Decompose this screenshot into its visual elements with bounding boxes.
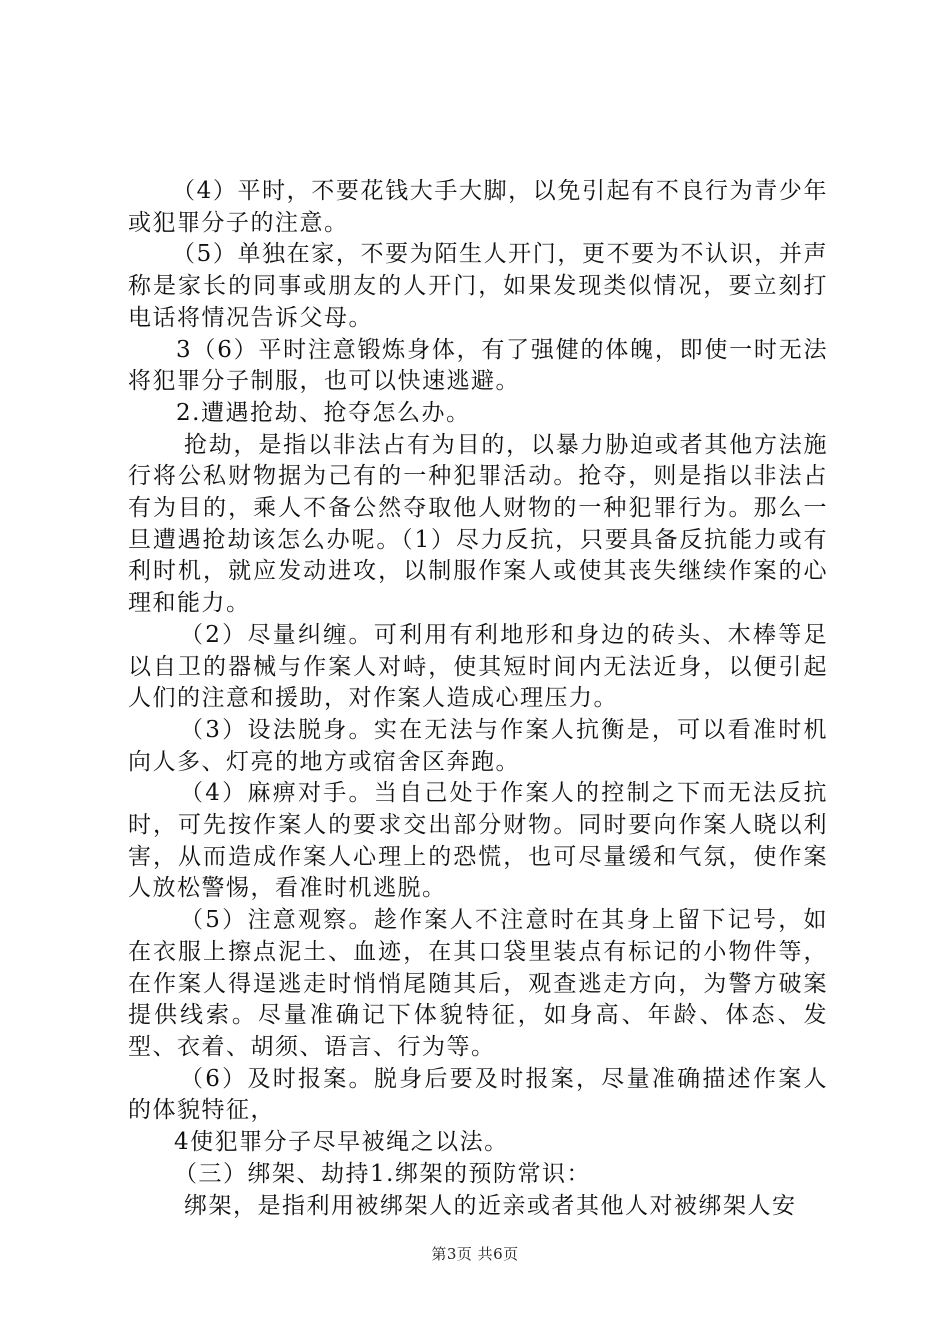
paragraph-robbery-step-6: （6）及时报案。脱身后要及时报案，尽量准确描述作案人的体貌特征， [128,1065,828,1124]
paragraph-precaution-5: （5）单独在家，不要为陌生人开门，更不要为不认识，并声称是家长的同事或朋友的人开门，如果发现类似情况，要立刻打电话将情况告诉父母。 [128,241,828,331]
paragraph-robbery-definition: 抢劫，是指以非法占有为目的，以暴力胁迫或者其他方法施行将公私财物据为己有的一种犯罪活动。抢夺，则是指以非法占有为目的，乘人不备公然夺取他人财物的一种犯罪行为。那么一旦遭遇抢劫该怎么办呢。（1）尽力反抗，只要具备反抗能力或有利时机，就应发动进攻，以制服作案人或使其丧失继续作案的心理和能力。 [128,431,828,617]
paragraph-robbery-step-2: （2）尽量纠缠。可利用有利地形和身边的砖头、木棒等足以自卫的器械与作案人对峙，使其短时间内无法近身，以便引起人们的注意和援助，对作案人造成心理压力。 [128,621,828,712]
paragraph-kidnapping-definition: 绑架，是指利用被绑架人的近亲或者其他人对被绑架人安 [184,1192,797,1219]
paragraph-robbery-conclusion: 4使犯罪分子尽早被绳之以法。 [174,1129,509,1156]
paragraph-robbery-step-5: （5）注意观察。趁作案人不注意时在其身上留下记号，如在衣服上擦点泥土、血迹，在其口袋里装点有标记的小物件等，在作案人得逞逃走时悄悄尾随其后，观查逃走方向，为警方破案提供线索。尽量准确记下体貌特征，如身高、年龄、体态、发型、衣着、胡须、语言、行为等。 [128,907,828,1060]
page-number-label: 第3页 共6页 [431,1245,519,1263]
paragraph-robbery-step-3: （3）设法脱身。实在无法与作案人抗衡是，可以看准时机向人多、灯亮的地方或宿舍区奔跑。 [128,716,828,775]
page-footer [0,1243,950,1264]
paragraph-robbery-step-4: （4）麻痹对手。当自己处于作案人的控制之下而无法反抗时，可先按作案人的要求交出部分财物。同时要向作案人晓以利害，从而造成作案人心理上的恐慌，也可尽量缓和气氛，使作案人放松警惕，看准时机逃脱。 [128,780,828,902]
paragraph-precaution-4: （4）平时，不要花钱大手大脚，以免引起有不良行为青少年或犯罪分子的注意。 [128,178,828,236]
paragraph-precaution-6: 3（6）平时注意锻炼身体，有了强健的体魄，即使一时无法将犯罪分子制服，也可以快速逃避。 [128,336,828,395]
section-heading-kidnapping: （三）绑架、劫持1.绑架的预防常识： [174,1160,591,1187]
document-body [128,176,828,1222]
section-heading-robbery: 2.遭遇抢劫、抢夺怎么办。 [176,399,471,426]
